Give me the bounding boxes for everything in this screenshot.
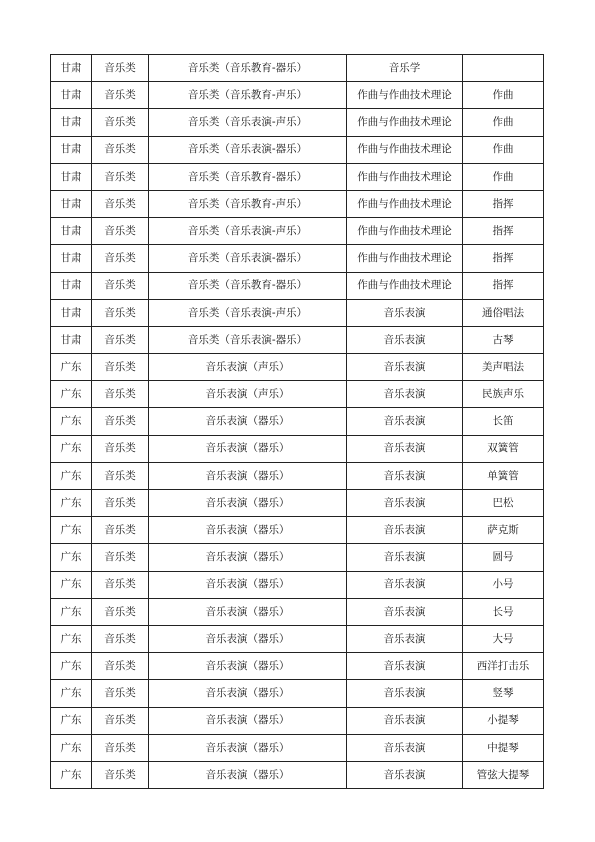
major-cell: 作曲与作曲技术理论 [347, 190, 463, 217]
direction-cell: 作曲 [463, 82, 544, 109]
table-row [51, 245, 544, 272]
exam-category-cell: 音乐类（音乐教育-声乐） [149, 190, 347, 217]
category-cell: 音乐类 [92, 163, 149, 190]
exam-category-cell: 音乐表演（器乐） [149, 734, 347, 761]
major-cell: 音乐学 [347, 55, 463, 82]
major-cell: 音乐表演 [347, 490, 463, 517]
category-cell: 音乐类 [92, 136, 149, 163]
province-cell: 甘肃 [51, 136, 92, 163]
table-row [51, 517, 544, 544]
province-cell: 甘肃 [51, 245, 92, 272]
table-row [51, 272, 544, 299]
category-cell: 音乐类 [92, 761, 149, 788]
direction-cell: 管弦大提琴 [463, 761, 544, 788]
category-cell: 音乐类 [92, 245, 149, 272]
exam-category-cell: 音乐表演（器乐） [149, 680, 347, 707]
major-cell: 音乐表演 [347, 598, 463, 625]
exam-category-cell: 音乐类（音乐表演-器乐） [149, 245, 347, 272]
category-cell: 音乐类 [92, 299, 149, 326]
direction-cell: 指挥 [463, 218, 544, 245]
table-row [51, 381, 544, 408]
exam-category-cell: 音乐表演（器乐） [149, 408, 347, 435]
province-cell: 甘肃 [51, 109, 92, 136]
direction-cell: 长号 [463, 598, 544, 625]
category-cell: 音乐类 [92, 598, 149, 625]
category-cell: 音乐类 [92, 680, 149, 707]
major-cell: 音乐表演 [347, 571, 463, 598]
table-row [51, 653, 544, 680]
exam-category-cell: 音乐表演（器乐） [149, 435, 347, 462]
admissions-table [50, 54, 544, 789]
table-body [51, 55, 544, 789]
province-cell: 广东 [51, 625, 92, 652]
major-cell: 作曲与作曲技术理论 [347, 218, 463, 245]
province-cell: 广东 [51, 761, 92, 788]
table-row [51, 408, 544, 435]
category-cell: 音乐类 [92, 490, 149, 517]
province-cell: 广东 [51, 381, 92, 408]
major-cell: 音乐表演 [347, 625, 463, 652]
exam-category-cell: 音乐类（音乐教育-器乐） [149, 272, 347, 299]
exam-category-cell: 音乐类（音乐教育-器乐） [149, 163, 347, 190]
province-cell: 广东 [51, 734, 92, 761]
category-cell: 音乐类 [92, 462, 149, 489]
direction-cell: 指挥 [463, 190, 544, 217]
province-cell: 广东 [51, 571, 92, 598]
province-cell: 广东 [51, 462, 92, 489]
table-row [51, 598, 544, 625]
exam-category-cell: 音乐表演（器乐） [149, 761, 347, 788]
table-row [51, 680, 544, 707]
table-row [51, 435, 544, 462]
province-cell: 甘肃 [51, 82, 92, 109]
exam-category-cell: 音乐表演（器乐） [149, 707, 347, 734]
exam-category-cell: 音乐表演（器乐） [149, 653, 347, 680]
direction-cell: 指挥 [463, 272, 544, 299]
major-cell: 作曲与作曲技术理论 [347, 163, 463, 190]
direction-cell: 萨克斯 [463, 517, 544, 544]
province-cell: 广东 [51, 544, 92, 571]
province-cell: 甘肃 [51, 55, 92, 82]
major-cell: 音乐表演 [347, 462, 463, 489]
direction-cell: 大号 [463, 625, 544, 652]
major-cell: 音乐表演 [347, 354, 463, 381]
table-row [51, 299, 544, 326]
province-cell: 广东 [51, 490, 92, 517]
category-cell: 音乐类 [92, 381, 149, 408]
direction-cell: 美声唱法 [463, 354, 544, 381]
table-row [51, 163, 544, 190]
table-row [51, 462, 544, 489]
major-cell: 音乐表演 [347, 680, 463, 707]
province-cell: 广东 [51, 408, 92, 435]
category-cell: 音乐类 [92, 190, 149, 217]
province-cell: 广东 [51, 435, 92, 462]
direction-cell: 圆号 [463, 544, 544, 571]
category-cell: 音乐类 [92, 435, 149, 462]
province-cell: 广东 [51, 707, 92, 734]
direction-cell: 指挥 [463, 245, 544, 272]
direction-cell: 作曲 [463, 163, 544, 190]
province-cell: 甘肃 [51, 190, 92, 217]
major-cell: 音乐表演 [347, 517, 463, 544]
table-row [51, 571, 544, 598]
direction-cell: 作曲 [463, 136, 544, 163]
province-cell: 广东 [51, 517, 92, 544]
province-cell: 甘肃 [51, 299, 92, 326]
major-cell: 音乐表演 [347, 734, 463, 761]
exam-category-cell: 音乐表演（声乐） [149, 354, 347, 381]
category-cell: 音乐类 [92, 625, 149, 652]
exam-category-cell: 音乐类（音乐表演-声乐） [149, 299, 347, 326]
major-cell: 作曲与作曲技术理论 [347, 245, 463, 272]
exam-category-cell: 音乐表演（器乐） [149, 571, 347, 598]
table-row [51, 625, 544, 652]
major-cell: 作曲与作曲技术理论 [347, 136, 463, 163]
category-cell: 音乐类 [92, 55, 149, 82]
major-cell: 作曲与作曲技术理论 [347, 82, 463, 109]
table-row [51, 326, 544, 353]
category-cell: 音乐类 [92, 326, 149, 353]
exam-category-cell: 音乐类（音乐表演-声乐） [149, 109, 347, 136]
major-cell: 音乐表演 [347, 408, 463, 435]
exam-category-cell: 音乐表演（器乐） [149, 544, 347, 571]
exam-category-cell: 音乐表演（器乐） [149, 490, 347, 517]
direction-cell: 竖琴 [463, 680, 544, 707]
direction-cell: 单簧管 [463, 462, 544, 489]
direction-cell: 西洋打击乐 [463, 653, 544, 680]
table-row [51, 218, 544, 245]
direction-cell: 巴松 [463, 490, 544, 517]
direction-cell: 小号 [463, 571, 544, 598]
category-cell: 音乐类 [92, 571, 149, 598]
major-cell: 作曲与作曲技术理论 [347, 109, 463, 136]
table-row [51, 190, 544, 217]
direction-cell: 通俗唱法 [463, 299, 544, 326]
category-cell: 音乐类 [92, 517, 149, 544]
exam-category-cell: 音乐表演（器乐） [149, 625, 347, 652]
exam-category-cell: 音乐类（音乐教育-声乐） [149, 82, 347, 109]
major-cell: 音乐表演 [347, 381, 463, 408]
exam-category-cell: 音乐类（音乐表演-器乐） [149, 136, 347, 163]
table-row [51, 544, 544, 571]
table-row [51, 55, 544, 82]
direction-cell [463, 55, 544, 82]
exam-category-cell: 音乐表演（器乐） [149, 517, 347, 544]
direction-cell: 中提琴 [463, 734, 544, 761]
province-cell: 广东 [51, 653, 92, 680]
category-cell: 音乐类 [92, 653, 149, 680]
exam-category-cell: 音乐表演（器乐） [149, 462, 347, 489]
category-cell: 音乐类 [92, 408, 149, 435]
category-cell: 音乐类 [92, 109, 149, 136]
province-cell: 广东 [51, 680, 92, 707]
major-cell: 音乐表演 [347, 707, 463, 734]
exam-category-cell: 音乐类（音乐表演-器乐） [149, 326, 347, 353]
table-row [51, 136, 544, 163]
category-cell: 音乐类 [92, 734, 149, 761]
major-cell: 作曲与作曲技术理论 [347, 272, 463, 299]
major-cell: 音乐表演 [347, 761, 463, 788]
province-cell: 广东 [51, 598, 92, 625]
direction-cell: 小提琴 [463, 707, 544, 734]
direction-cell: 古琴 [463, 326, 544, 353]
table-row [51, 109, 544, 136]
exam-category-cell: 音乐表演（器乐） [149, 598, 347, 625]
direction-cell: 长笛 [463, 408, 544, 435]
category-cell: 音乐类 [92, 82, 149, 109]
direction-cell: 双簧管 [463, 435, 544, 462]
category-cell: 音乐类 [92, 707, 149, 734]
category-cell: 音乐类 [92, 218, 149, 245]
exam-category-cell: 音乐表演（声乐） [149, 381, 347, 408]
province-cell: 甘肃 [51, 163, 92, 190]
table-row [51, 82, 544, 109]
province-cell: 甘肃 [51, 218, 92, 245]
direction-cell: 作曲 [463, 109, 544, 136]
table-row [51, 761, 544, 788]
table-row [51, 490, 544, 517]
direction-cell: 民族声乐 [463, 381, 544, 408]
table-row [51, 354, 544, 381]
table-row [51, 734, 544, 761]
major-cell: 音乐表演 [347, 326, 463, 353]
province-cell: 广东 [51, 354, 92, 381]
major-cell: 音乐表演 [347, 299, 463, 326]
table-row [51, 707, 544, 734]
major-cell: 音乐表演 [347, 544, 463, 571]
category-cell: 音乐类 [92, 272, 149, 299]
category-cell: 音乐类 [92, 354, 149, 381]
province-cell: 甘肃 [51, 326, 92, 353]
exam-category-cell: 音乐类（音乐教育-器乐） [149, 55, 347, 82]
major-cell: 音乐表演 [347, 653, 463, 680]
province-cell: 甘肃 [51, 272, 92, 299]
exam-category-cell: 音乐类（音乐表演-声乐） [149, 218, 347, 245]
major-cell: 音乐表演 [347, 435, 463, 462]
category-cell: 音乐类 [92, 544, 149, 571]
